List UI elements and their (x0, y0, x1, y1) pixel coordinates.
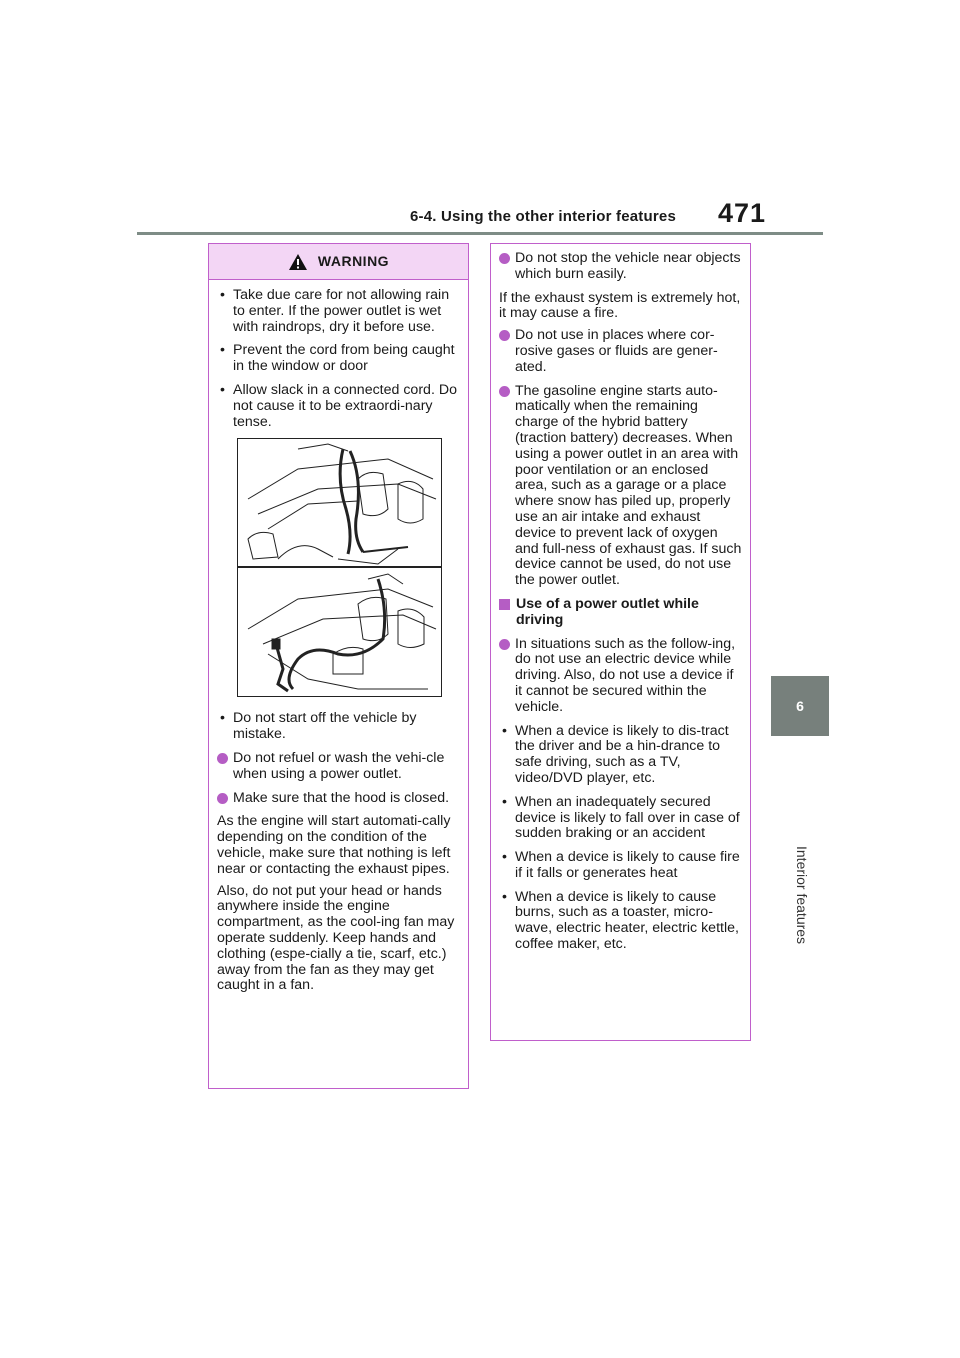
warning-bullet: • Take due care for not allowing rain to enter. If the power outlet is wet with raindrops, dry it before use. (217, 288, 460, 335)
warning-item (499, 251, 742, 283)
warning-bullet: • When a device is likely to dis-tract the driver and be a hin-drance to safe driving, such as a TV, video/DVD player, etc. (499, 724, 742, 787)
warning-bullet: • When an inadequately secured device is likely to fall over in case of sudden braking or an accident (499, 795, 742, 842)
warning-paragraph: If the exhaust system is extremely hot, it may cause a fire. (499, 289, 741, 322)
warning-item (499, 384, 742, 589)
warning-item-text: Do not use in places where cor-rosive gases or fluids are gener-ated. (515, 327, 718, 375)
warning-bullet: • Allow slack in a connected cord. Do not cause it to be extraordi-nary tense. (217, 383, 460, 430)
bullet-circle-icon (499, 330, 510, 341)
warning-paragraph: As the engine will start automati-cally depending on the condition of the vehicle, make sure that nothing is left near or contacting the exhaust pipes. (217, 813, 451, 877)
page-number: 471 (718, 198, 767, 228)
bullet-circle-icon (499, 639, 510, 650)
warning-triangle-icon (288, 253, 308, 271)
chapter-tab-label: Interior features (794, 846, 810, 945)
bullet-square-icon (499, 599, 510, 610)
warning-item-text: Do not refuel or wash the vehi-cle when using a power outlet. (233, 749, 445, 782)
warning-continued-box (490, 243, 751, 1041)
chapter-tab: 6 (771, 676, 829, 736)
warning-item-text: Make sure that the hood is closed. (233, 789, 450, 806)
warning-paragraph: Also, do not put your head or hands anywhere inside the engine compartment, as the cool-ing fan may operate suddenly. Keep hands and clothing (espe-cially a tie, scarf, etc.) away from the fan as they may get caught in a fan. (217, 882, 455, 994)
warning-heading: WARNING (317, 252, 390, 269)
bullet-circle-icon (217, 753, 228, 764)
warning-header (209, 244, 468, 280)
subheading-text: Use of a power outlet while driving (516, 595, 699, 628)
header-divider (137, 232, 823, 235)
warning-item-text: The gasoline engine starts auto-matically when the remaining charge of the hybrid battery (traction battery) decreases. When using a power outlet in an area with poor ventilation or an enclosed area, such as a garage or a place where snow has piled up, properly use an air intake and exhaust device to prevent lack of oxygen and full-ness of exhaust gas. If such device cannot be used, do not use the power outlet. (515, 382, 742, 589)
warning-item-text: In situations such as the follow-ing, do not use an electric device while driving. Also, do not use a device if it cannot be secured within the vehicle. (515, 635, 736, 715)
warning-item (499, 637, 742, 716)
warning-bullet: • When a device is likely to cause fire if it falls or generates heat (499, 850, 742, 882)
subheading (499, 597, 742, 629)
warning-bullet: • Do not start off the vehicle by mistake. (217, 711, 460, 743)
warning-bullet: • Prevent the cord from being caught in the window or door (217, 343, 460, 375)
warning-item (499, 328, 742, 375)
warning-item (217, 751, 460, 783)
section-title: 6-4. Using the other interior features (410, 208, 676, 225)
warning-bullet: • When a device is likely to cause burns, such as a toaster, micro-wave, electric heater, electric kettle, coffee maker, etc. (499, 890, 742, 953)
bullet-circle-icon (217, 793, 228, 804)
power-cord-illustration (237, 438, 442, 697)
warning-box (208, 243, 469, 1089)
bullet-circle-icon (499, 253, 510, 264)
warning-item-text: Do not stop the vehicle near objects which burn easily. (515, 250, 741, 282)
warning-item (217, 791, 460, 807)
bullet-circle-icon (499, 386, 510, 397)
